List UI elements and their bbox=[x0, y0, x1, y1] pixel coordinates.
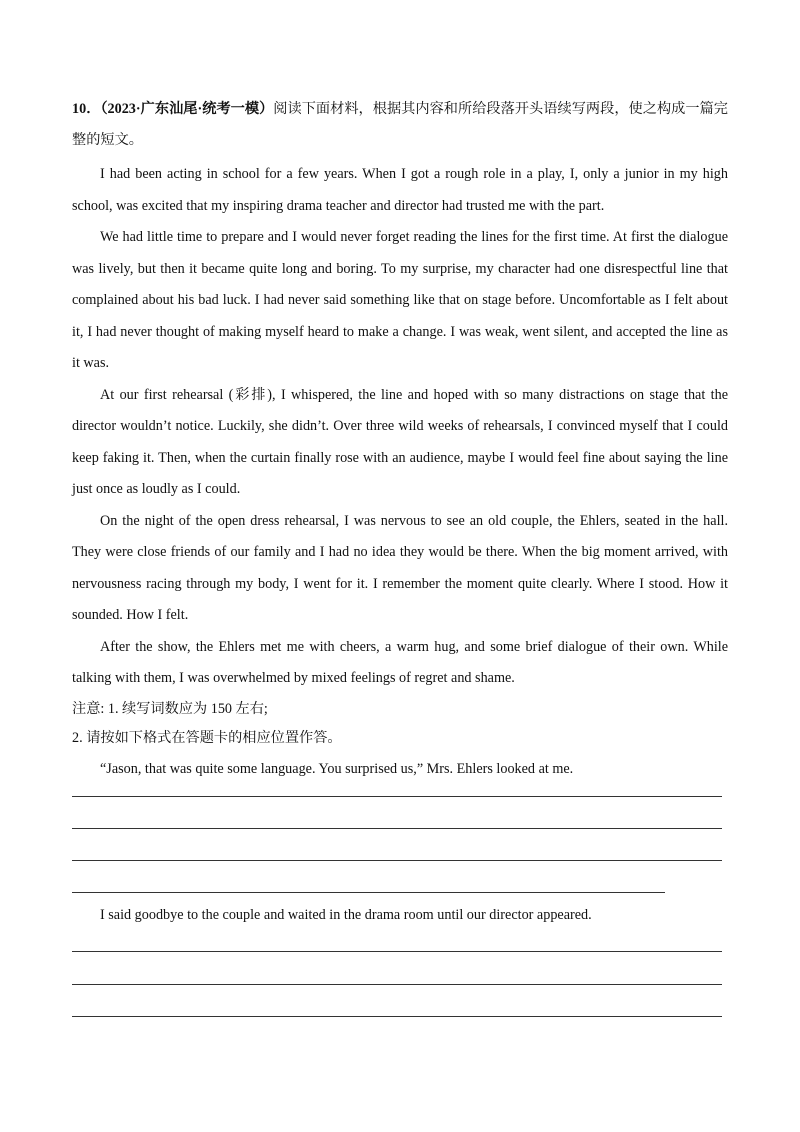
passage-paragraph-1: I had been acting in school for a few years. When I got a rough role in a play, I, only a junior in my high school, was excited that my inspiring drama teacher and director had trusted me with the part. bbox=[72, 166, 728, 214]
continuation-opening-2: I said goodbye to the couple and waited in the drama room until our director appeared. bbox=[100, 907, 592, 923]
answer-line bbox=[72, 860, 722, 861]
question-content bbox=[72, 94, 728, 785]
passage-paragraph-2: We had little time to prepare and I would never forget reading the lines for the first time. At first the dialogue was lively, but then it became quite long and boring. To my surprise, my character had one disrespectful line that complained about his bad luck. I had never said something like that on stage before. Uncomfortable as I felt about it, I had never thought of making myself heard to make a change. I was weak, went silent, and accepted the line as it was. bbox=[72, 229, 728, 371]
question-instruction: 阅读下面材料，根据其内容和所给段落开头语续写两段，使之构成一篇完整的短文。 bbox=[72, 101, 728, 148]
answer-line bbox=[72, 828, 722, 829]
passage-paragraph-4: On the night of the open dress rehearsal, I was nervous to see an old couple, the Ehlers, seated in the hall. They were close friends of our family and I had no idea they would be there. When the big moment arrived, with nervousness racing through my body, I went for it. I remember the moment quite clearly. Where I stood. How it sounded. How I felt. bbox=[72, 512, 728, 623]
passage-paragraph-3: At our first rehearsal (彩排), I whispered, the line and hoped with so many distractions on stage that the director wouldn’t notice. Luckily, she didn’t. Over three wild weeks of rehearsals, I convinced myself that I could keep faking it. Then, when the curtain finally rose with an audience, maybe I would feel fine about saying the line just once as loudly as I could. bbox=[72, 386, 728, 497]
answer-line bbox=[72, 1016, 722, 1017]
note-format: 2. 请按如下格式在答题卡的相应位置作答。 bbox=[72, 729, 342, 746]
answer-line bbox=[72, 984, 722, 985]
note-word-count: 注意: 1. 续写词数应为 150 左右; bbox=[72, 700, 268, 717]
continuation-opening-1: “Jason, that was quite some language. You surprised us,” Mrs. Ehlers looked at me. bbox=[100, 760, 574, 777]
question-source: （2023·广东汕尾·统考一模） bbox=[100, 101, 274, 117]
question-number: 10． bbox=[72, 101, 101, 117]
answer-line bbox=[72, 892, 665, 893]
answer-line bbox=[72, 951, 722, 952]
answer-line bbox=[72, 796, 722, 797]
question-header bbox=[72, 94, 728, 156]
passage-paragraph-5: After the show, the Ehlers met me with cheers, a warm hug, and some brief dialogue of their own. While talking with them, I was overwhelmed by mixed feelings of regret and shame. bbox=[72, 638, 728, 686]
